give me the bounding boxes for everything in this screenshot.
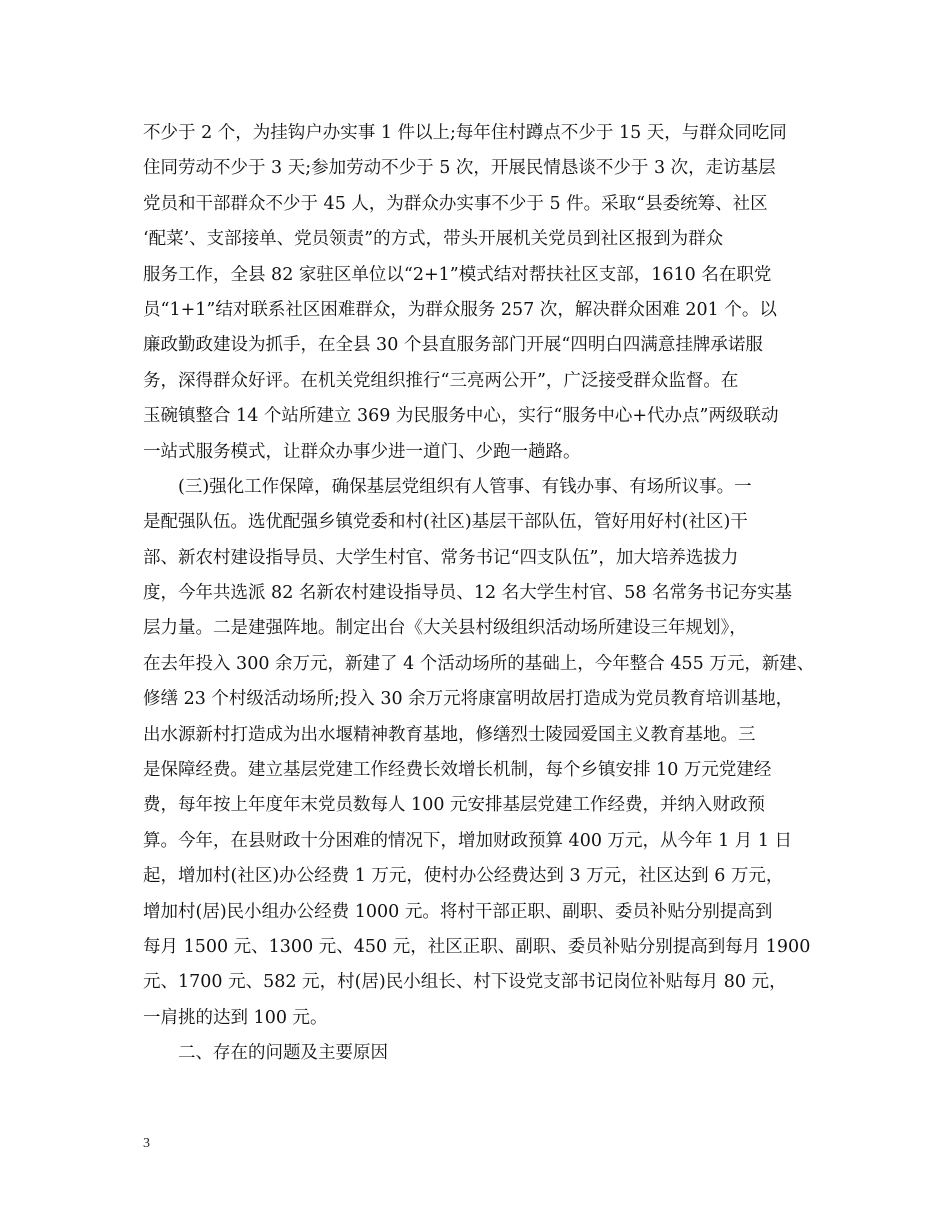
text-line: 层力量。二是建强阵地。制定出台《大关县村级组织活动场所建设三年规划》， — [143, 618, 747, 639]
text-line: 增加村(居)民小组办公经费 1000 元。将村干部正职、副职、委员补贴分别提高到 — [143, 901, 773, 922]
text-line: 员“1+1”结对联系社区困难群众，为群众服务 257 次，解决群众困难 201 个。以 — [143, 299, 777, 320]
paragraph-first-line: (三)强化工作保障，确保基层党组织有人管事、有钱办事、有场所议事。一 — [178, 476, 752, 497]
page-number: 3 — [143, 1136, 150, 1151]
text-line: 住同劳动不少于 3 天;参加劳动不少于 5 次，开展民情恳谈不少于 3 次，走访基层 — [143, 158, 776, 179]
text-line: 党员和干部群众不少于 45 人，为群众办实事不少于 5 件。采取“县委统筹、社区 — [143, 193, 768, 214]
text-line: 起，增加村(社区)办公经费 1 万元，使村办公经费达到 3 万元，社区达到 6 万元， — [143, 866, 784, 887]
text-line: 出水源新村打造成为出水堰精神教育基地，修缮烈士陵园爱国主义教育基地。三 — [143, 724, 756, 745]
text-line: 玉碗镇整合 14 个站所建立 369 为民服务中心，实行“服务中心+代办点”两级联动 — [143, 406, 779, 427]
text-line: 服务工作，全县 82 家驻区单位以“2+1”模式结对帮扶社区支部，1610 名在职党 — [143, 264, 772, 285]
text-line: 一站式服务模式，让群众办事少进一道门、少跑一趟路。 — [143, 441, 581, 462]
text-line: 在去年投入 300 余万元，新建了 4 个活动场所的基础上，今年整合 455 万元，新建、 — [143, 653, 815, 674]
text-line: 廉政勤政建设为抓手，在全县 30 个县直服务部门开展“四明白四满意挂牌承诺服 — [143, 335, 763, 356]
text-line: 修缮 23 个村级活动场所;投入 30 余万元将康富明故居打造成为党员教育培训基地， — [143, 689, 794, 710]
text-line: 务，深得群众好评。在机关党组织推行“三亮两公开”，广泛接受群众监督。在 — [143, 370, 739, 391]
text-line: 部、新农村建设指导员、大学生村官、常务书记“四支队伍”，加大培养选拔力 — [143, 547, 739, 568]
text-line: 费，每年按上年度年末党员数每人 100 元安排基层党建工作经费，并纳入财政预 — [143, 795, 766, 816]
text-line: 每月 1500 元、1300 元、450 元，社区正职、副职、委员补贴分别提高到每月 1900 — [143, 936, 811, 957]
section-heading: 二、存在的问题及主要原因 — [178, 1043, 388, 1064]
text-line: 是配强队伍。选优配强乡镇党委和村(社区)基层干部队伍，管好用好村(社区)干 — [143, 512, 748, 533]
text-line: 是保障经费。建立基层党建工作经费长效增长机制，每个乡镇安排 10 万元党建经 — [143, 760, 772, 781]
text-line: 不少于 2 个，为挂钩户办实事 1 件以上;每年住村蹲点不少于 15 天，与群众同吃同 — [143, 123, 787, 143]
text-line: 算。今年，在县财政十分困难的情况下，增加财政预算 400 万元，从今年 1 月 1 日 — [143, 830, 793, 851]
text-line: 度，今年共选派 82 名新农村建设指导员、12 名大学生村官、58 名常务书记夯实基 — [143, 583, 793, 604]
text-line: 元、1700 元、582 元，村(居)民小组长、村下设党支部书记岗位补贴每月 80 元， — [143, 972, 787, 993]
text-line: ‘配菜’、支部接单、党员领责”的方式，带头开展机关党员到社区报到为群众 — [143, 229, 724, 250]
text-line: 一肩挑的达到 100 元。 — [143, 1007, 328, 1028]
document-body — [143, 116, 823, 1072]
